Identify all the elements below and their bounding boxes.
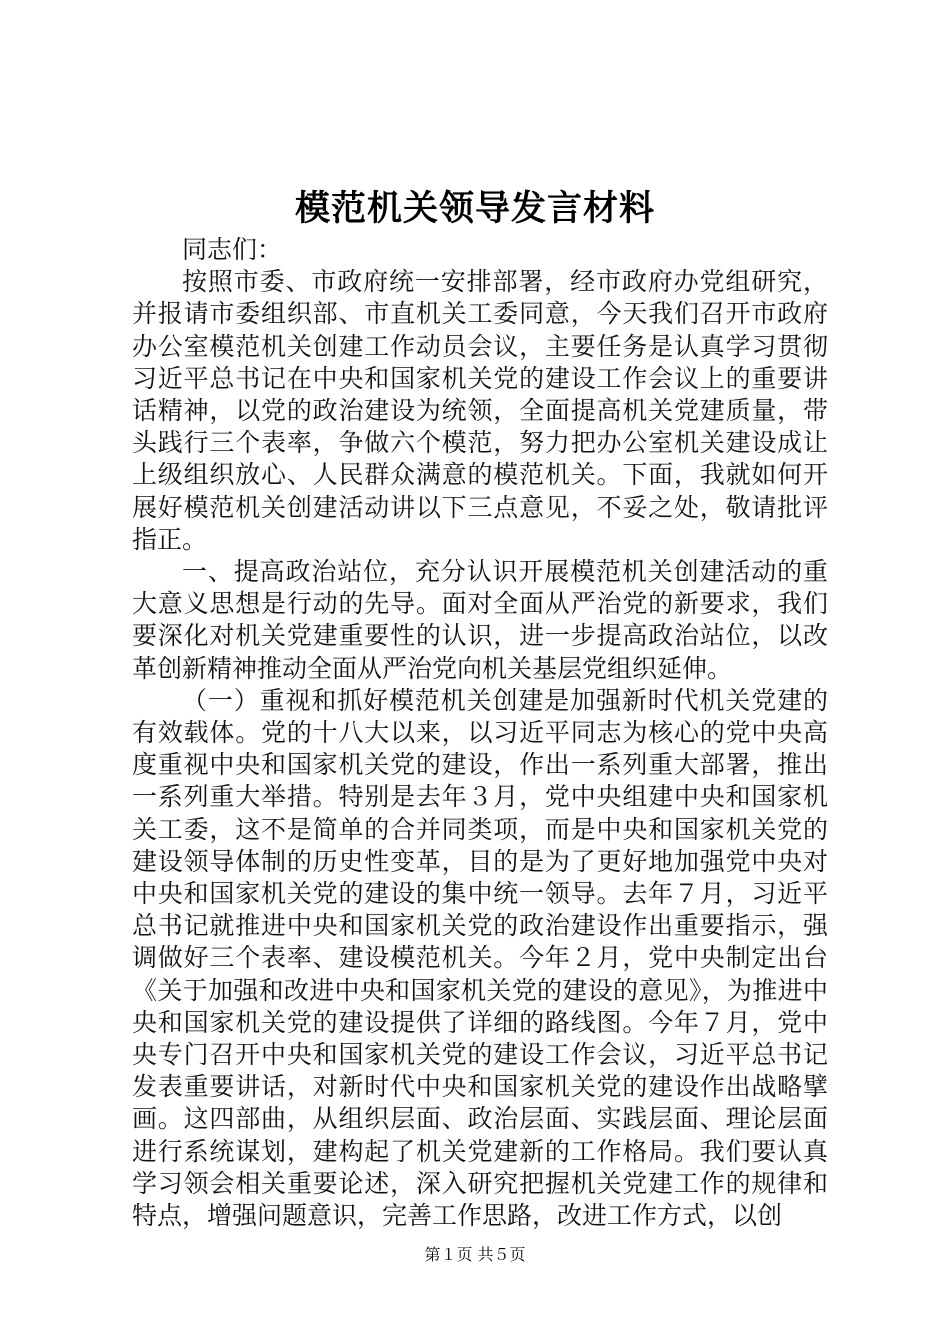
- paragraph-intro: 按照市委、市政府统一安排部署，经市政府办党组研究，并报请市委组织部、市直机关工委同意，今天我们召开市政府办公室模范机关创建工作动员会议，主要任务是认真学习贯彻习近平总书记在中央和国家机关党的建设工作会议上的重要讲话精神，以党的政治建设为统领，全面提高机关党建质量，带头践行三个表率，争做六个模范，努力把办公室机关建设成让上级组织放心、人民群众满意的模范机关。下面，我就如何开展好模范机关创建活动讲以下三点意见，不妥之处，敬请批评指正。: [132, 267, 828, 554]
- document-body: [132, 234, 828, 1232]
- document-title: 模范机关领导发言材料: [294, 188, 655, 229]
- paragraph-section-one: 一、提高政治站位，充分认识开展模范机关创建活动的重大意义思想是行动的先导。面对全面从严治党的新要求，我们要深化对机关党建重要性的认识，进一步提高政治站位，以改革创新精神推动全面从严治党向机关基层党组织延伸。: [132, 557, 828, 683]
- salutation: 同志们：: [182, 235, 283, 264]
- page-number-footer: 第１页 共５页: [424, 1245, 526, 1264]
- paragraph-subsection-one: （一）重视和抓好模范机关创建是加强新时代机关党建的有效载体。党的十八大以来，以习近平同志为核心的党中央高度重视中央和国家机关党的建设，作出一系列重大部署，推出一系列重大举措。特别是去年３月，党中央组建中央和国家机关工委，这不是简单的合并同类项，而是中央和国家机关党的建设领导体制的历史性变革，目的是为了更好地加强党中央对中央和国家机关党的建设的集中统一领导。去年７月，习近平总书记就推进中央和国家机关党的政治建设作出重要指示，强调做好三个表率、建设模范机关。今年２月，党中央制定出台《关于加强和改进中央和国家机关党的建设的意见》，为推进中央和国家机关党的建设提供了详细的路线图。今年７月，党中央专门召开中央和国家机关党的建设工作会议，习近平总书记发表重要讲话，对新时代中央和国家机关党的建设作出战略擘画。这四部曲，从组织层面、政治层面、实践层面、理论层面进行系统谋划，建构起了机关党建新的工作格局。我们要认真学习领会相关重要论述，深入研究把握机关党建工作的规律和特点，增强问题意识，完善工作思路，改进工作方式，以创: [132, 685, 828, 1231]
